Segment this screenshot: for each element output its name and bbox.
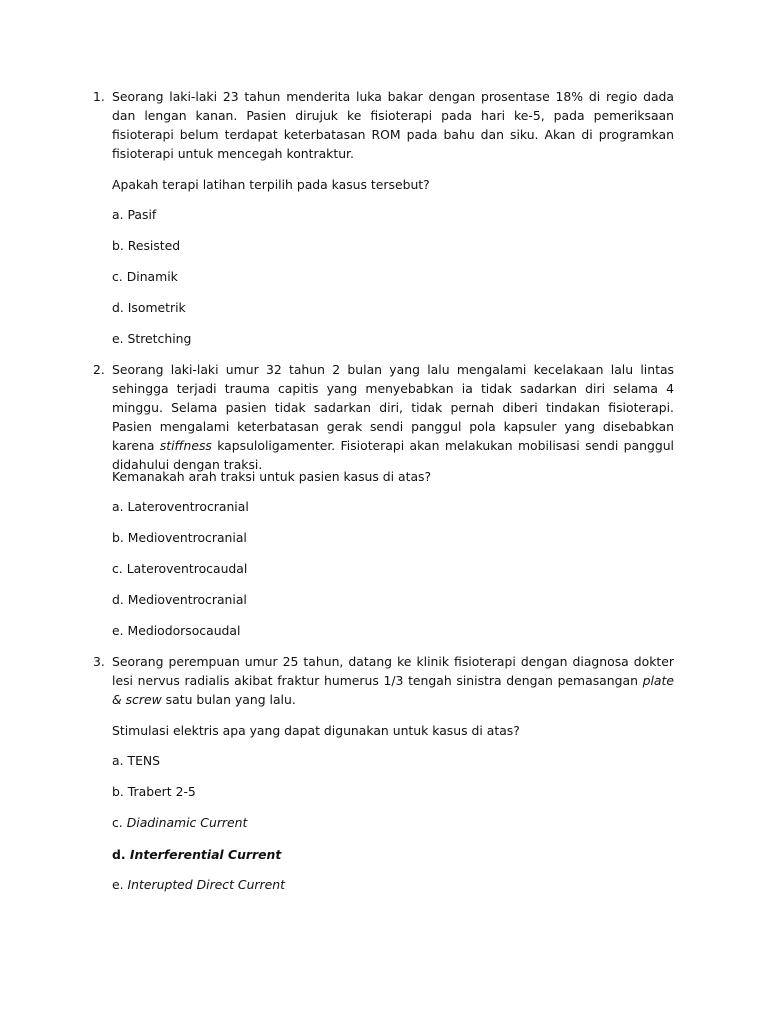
option-c: c. Diadinamic Current (112, 815, 248, 830)
italic-term: stiffness (159, 438, 212, 453)
option-d: d. Interferential Current (112, 847, 282, 862)
option-b: b. Trabert 2-5 (112, 784, 196, 799)
option-d: d. Medioventrocranial (112, 592, 247, 607)
question-prompt: Kemanakah arah traksi untuk pasien kasus di atas? (112, 469, 432, 484)
option-a: a. TENS (112, 753, 161, 768)
question-2 (93, 360, 674, 638)
option-e: e. Mediodorsocaudal (112, 623, 241, 638)
question-number: 3. (93, 654, 105, 669)
italic-term: plate & screw (112, 673, 674, 707)
question-prompt: Apakah terapi latihan terpilih pada kasus tersebut? (112, 177, 430, 192)
option-c: c. Dinamik (112, 269, 178, 284)
question-stem: Seorang perempuan umur 25 tahun, datang ke klinik fisioterapi dengan diagnosa dokter lesi nervus radialis akibat fraktur humerus 1/3 tengah sinistra dengan pemasangan plate & screw satu bulan yang lalu. (112, 654, 674, 707)
question-1 (93, 87, 674, 346)
option-e: e. Interupted Direct Current (112, 877, 285, 892)
option-a: a. Lateroventrocranial (112, 499, 249, 514)
option-d: d. Isometrik (112, 300, 186, 315)
option-a: a. Pasif (112, 207, 157, 222)
question-stem: Seorang laki-laki umur 32 tahun 2 bulan yang lalu mengalami kecelakaan lalu lintas sehingga terjadi trauma capitis yang menyebabkan ia tidak sadarkan diri selama 4 minggu. Selama pasien tidak sadarkan diri, tidak pernah diberi tindakan fisioterapi. Pasien mengalami keterbatasan gerak sendi panggul pola kapsuler yang disebabkan karena stiffness kapsuloligamenter. Fisioterapi akan melakukan mobilisasi sendi panggul didahului dengan traksi. (112, 362, 674, 472)
question-3 (93, 652, 674, 892)
option-b: b. Resisted (112, 238, 181, 253)
question-prompt: Stimulasi elektris apa yang dapat digunakan untuk kasus di atas? (112, 723, 520, 738)
option-e: e. Stretching (112, 331, 192, 346)
question-stem: Seorang laki-laki 23 tahun menderita luka bakar dengan prosentase 18% di regio dada dan lengan kanan. Pasien dirujuk ke fisioterapi pada hari ke-5, pada pemeriksaan fisioterapi belum terdapat keterbatasan ROM pada bahu dan siku. Akan di programkan fisioterapi untuk mencegah kontraktur. (112, 89, 674, 161)
option-b: b. Medioventrocranial (112, 530, 247, 545)
question-number: 1. (93, 89, 105, 104)
option-c: c. Lateroventrocaudal (112, 561, 248, 576)
question-number: 2. (93, 362, 105, 377)
